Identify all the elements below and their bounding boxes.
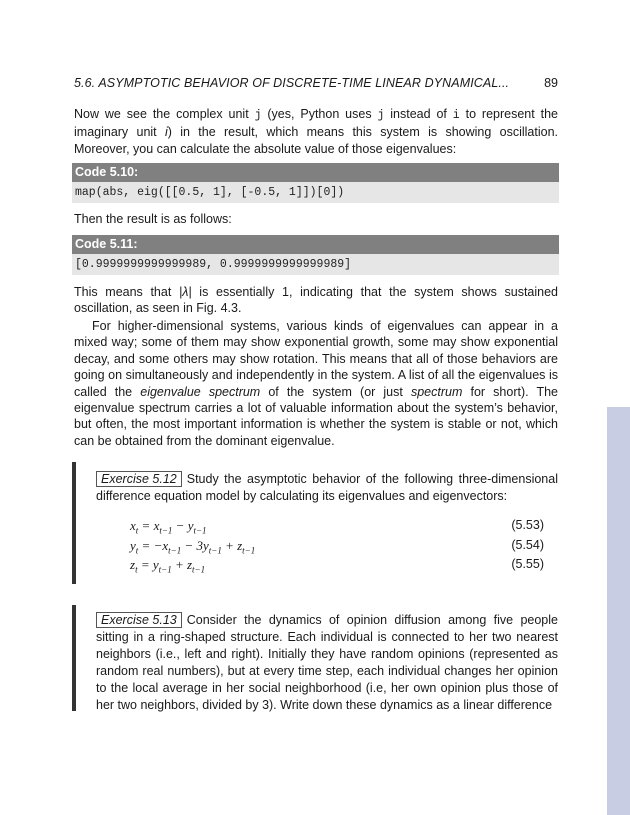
equation-number: (5.53)	[511, 518, 544, 532]
code-listing-5-11	[72, 235, 559, 275]
equation: $x_t = x_{t-1} - y_{t-1}$	[130, 518, 207, 536]
exercise-5-12	[96, 471, 558, 505]
section-running-title: 5.6. ASYMPTOTIC BEHAVIOR OF DISCRETE-TIME LINEAR DYNAMICAL...	[74, 76, 510, 90]
equation-row	[130, 518, 544, 534]
page-header	[74, 76, 558, 92]
intro-paragraph: Now we see the complex unit j (yes, Python uses j instead of i to represent the imaginary unit i) in the result, which means this system is showing oscillation. Moreover, you can calculate the absolute value of those eigenvalues:	[74, 107, 558, 156]
exercise-margin-bar	[72, 605, 76, 711]
result-intro: Then the result is as follows:	[74, 212, 232, 226]
emphasis-term: spectrum	[410, 384, 463, 399]
means-paragraph: This means that |λ| is essentially 1, indicating that the system shows sustained oscillation, as seen in Fig. 4.3.	[74, 285, 559, 316]
higher-dim-paragraph: For higher-dimensional systems, various kinds of eigenvalues can appear in a mixed way; some of them may show exponential growth, some may show exponential decay, and some others may show rotation. This means that all of those behaviors are going on simultaneously and independently in the system. A list of all the eigenvalues is called the eigenvalue spectrum of the system (or just spectrum for short). The eigenvalue spectrum carries a lot of valuable information about the system’s behavior, but often, the most important information is whether the system is stable or not, which can be obtained from the dominant eigenvalue.	[74, 319, 559, 448]
exercise-text: Study the asymptotic behavior of the following three-dimensional difference equation model by calculating its eigenvalues and eigenvectors:	[96, 472, 558, 503]
exercise-margin-bar	[72, 462, 76, 584]
side-tab-decoration	[607, 407, 630, 815]
math-symbol: |λ|	[178, 285, 192, 299]
equation-number: (5.54)	[511, 538, 544, 552]
equation: $y_t = -x_{t-1} - 3y_{t-1} + z_{t-1}$	[130, 538, 256, 556]
code-content: map(abs, eig([[0.5, 1], [-0.5, 1]])[0])	[72, 182, 559, 203]
page-number: 89	[544, 76, 558, 90]
code-listing-5-10	[72, 163, 559, 203]
equation-row	[130, 557, 544, 573]
code-label: Code 5.11:	[72, 235, 559, 254]
inline-code: j	[377, 109, 385, 122]
equation-row	[130, 538, 544, 554]
code-label: Code 5.10:	[72, 163, 559, 182]
exercise-text: Consider the dynamics of opinion diffusion among five people sitting in a ring-shaped structure. Each individual is connected to her two nearest neighbors (i.e., left and right). Initially they have random opinions (represented as random real numbers), but at every time step, each individual changes her opinion to the local average in her social neighborhood (i.e, her own opinion plus those of her two neighbors, divided by 3). Write down these dynamics as a linear difference	[96, 613, 558, 712]
equation-number: (5.55)	[511, 557, 544, 571]
inline-code: j	[254, 109, 262, 122]
equation: $z_t = y_{t-1} + z_{t-1}$	[130, 557, 206, 575]
exercise-label: Exercise 5.13	[96, 612, 182, 628]
exercise-5-13	[96, 612, 558, 714]
code-content: [0.9999999999999989, 0.9999999999999989]	[72, 254, 559, 275]
math-symbol: i	[164, 125, 168, 140]
inline-code: i	[452, 109, 460, 122]
emphasis-term: eigenvalue spectrum	[140, 384, 261, 399]
exercise-label: Exercise 5.12	[96, 471, 182, 487]
